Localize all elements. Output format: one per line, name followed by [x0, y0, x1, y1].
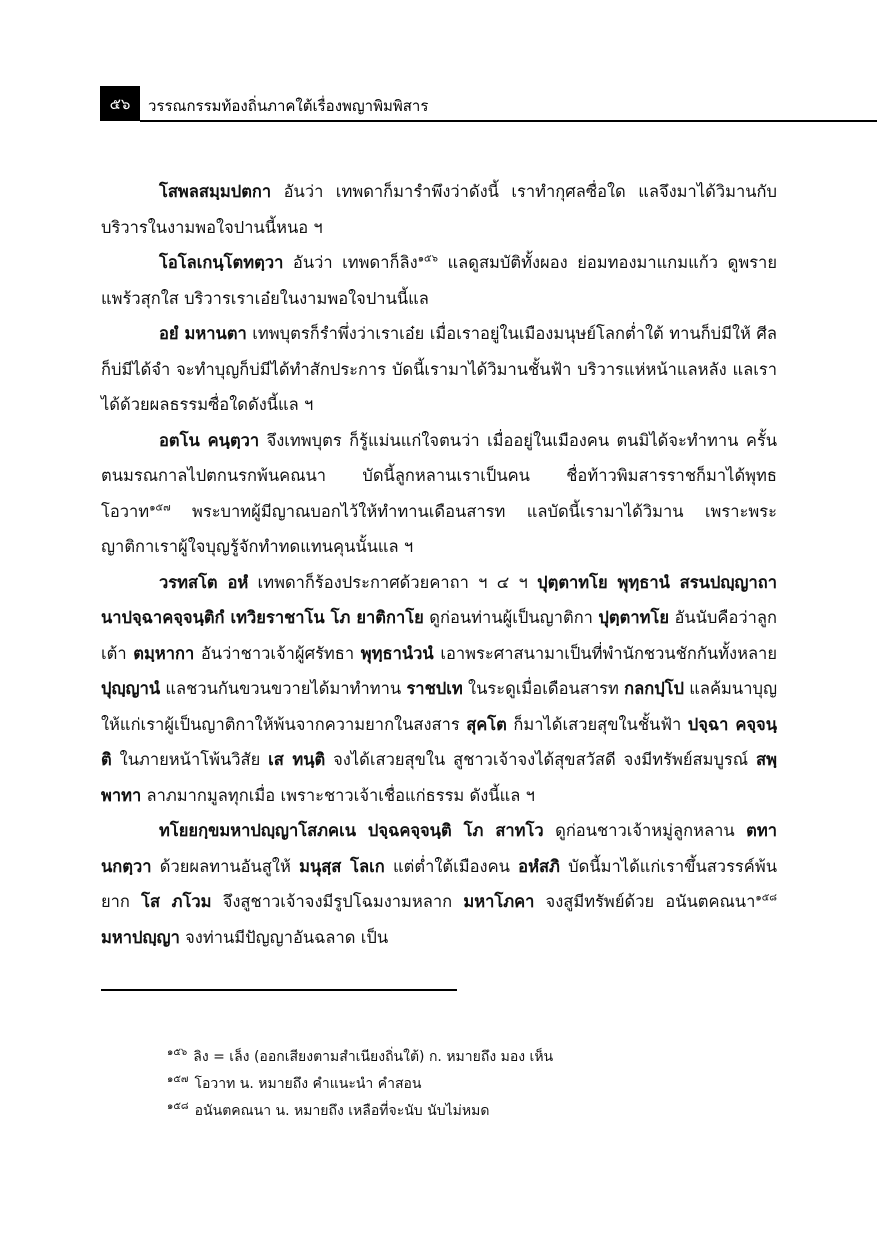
footnote-divider [101, 989, 457, 991]
text-run: จึงเทพบุตร ก็รู้แม่นแก่ใจตนว่า เมื่ออยู่ในเมืองคน ตนมิได้จะทำทาน ครั้นตนมรณกาลไปตกนรกพ้นคณนา บัดนี้ลูกหลานเราเป็นคน ชื่อท้าวพิมสารราชก็มาได้พุทธโอวาท [101, 430, 777, 521]
text-run: ด้วยผลทานอันสูให้ [151, 856, 300, 876]
text-run: เทพบุตรก็รำพึ่งว่าเราเอ๋ย เมื่อเราอยู่ในเมืองมนุษย์โลกต่ำใต้ ทานก็บ่มีให้ ศีลก็บ่มีได้จำ จะทำบุญก็บ่มีได้ทำสักประการ บัดนี้เรามาได้วิมานชั้นฟ้า บริวารแห่หน้าแลหลัง แลเราได้ด้วยผลธรรมซื่อใดดังนี้แล ฯ [101, 324, 777, 414]
text-run: เทพดาก็ร้องประกาศด้วยคาถา ฯ ๔ ฯ [248, 572, 538, 592]
running-header [100, 86, 877, 122]
text-run: บัดนี้มาได้แก่เราขึ้นสวรรค์พ้นยาก [101, 856, 777, 911]
footnote-number: ๑๕๖ [167, 1047, 188, 1059]
text-run: จงสูมีทรัพย์ด้วย อนันตคณนา [534, 892, 756, 911]
footnote-text: อนันตคณนา น. หมายถึง เหลือที่จะนับ นับไม่หมด [194, 1103, 490, 1119]
text-run: แลชวนกันขวนขวายได้มาทำทาน [160, 679, 407, 698]
pali-term: ทโยยกฺขมหาปญฺญาโสภคเน ปจฺฉคจฺจนฺติ โภ สาทโว [159, 821, 544, 840]
pali-term: อหํสภิ [518, 856, 560, 876]
pali-term: ปจฺฉา คจฺจนฺติ [101, 714, 778, 769]
text-run: ในระดูเมื่อเดือนสารท [462, 679, 625, 698]
pali-term: โสพลสมฺมปตกา [159, 182, 272, 201]
paragraph [101, 423, 777, 565]
footnote [167, 1071, 767, 1098]
paragraph [101, 565, 777, 814]
main-text [101, 174, 777, 955]
pali-term: วรทสโต อหํ [159, 572, 249, 592]
pali-term: มหาปญฺญา [101, 927, 180, 947]
text-run: จงท่านมีปัญญาอันฉลาด เป็น [179, 927, 389, 947]
pali-term: เส ทนฺติ [268, 750, 326, 769]
footnotes [167, 1044, 767, 1125]
text-run: อันว่า เทพดาก็มารำพึงว่าดังนี้ เราทำกุศลซื่อใด แลจึงมาได้วิมานกับบริวารในงามพอใจปานนี้หนอ ฯ [101, 182, 777, 237]
pali-term: อยํ มหานตา [159, 324, 247, 343]
text-run: ก็มาได้เสวยสุขในชั้นฟ้า [506, 714, 688, 734]
footnote-ref: ๑๕๘ [755, 892, 777, 904]
pali-term: ตทานกตฺวา [101, 821, 777, 876]
footnote-text: โอวาท น. หมายถึง คำแนะนำ คำสอน [194, 1076, 422, 1092]
pali-term: ปุญฺญานํ [101, 679, 161, 698]
paragraph [101, 316, 777, 423]
pali-term: โอโลเกนฺโตทตฺวา [159, 253, 284, 272]
footnote [167, 1044, 767, 1071]
text-run: ในภายหน้าโพ้นวิสัย [111, 750, 269, 769]
header-rule [140, 120, 877, 122]
pali-term: สุคโต [466, 714, 507, 734]
text-run: อันว่า เทพดาก็ลิง [283, 253, 418, 272]
page-number: ๕๖ [100, 86, 140, 121]
footnote-ref: ๑๕๗ [149, 502, 171, 513]
text-run: พระบาทผู้มีญาณบอกไว้ให้ทำทานเดือนสารท แลบัดนี้เรามาได้วิมาน เพราะพระญาติกาเราผู้ใจบุญรู้จักทำทดแทนคุนนั้นแล ฯ [101, 501, 777, 556]
text-run: ดูก่อนชาวเจ้าหมู่ลูกหลาน [543, 821, 747, 840]
text-run: เอาพระศาสนามาเป็นที่พำนักชวนชักกันทั้งหลาย [433, 643, 777, 663]
footnote-ref: ๑๕๖ [417, 253, 438, 265]
pali-term: ราชปเท [406, 679, 463, 698]
text-run: อันว่าชาวเจ้าผู้ศรัทธา [194, 643, 361, 663]
pali-term: พุทฺธานํวนํ [360, 643, 434, 663]
pali-term: โส ภโวม [141, 892, 212, 911]
paragraph [101, 813, 777, 955]
pali-term: มนุสฺส โลเก [299, 856, 385, 876]
text-run: จงได้เสวยสุขใน สูชาวเจ้าจงได้สุขสวัสดี จงมีทรัพย์สมบูรณ์ [325, 750, 757, 769]
text-run: จึงสูชาวเจ้าจงมีรูปโฉมงามหลาก [211, 892, 464, 911]
pali-term: สพฺพาทา [101, 750, 777, 805]
footnote [167, 1098, 767, 1125]
footnote-text: ลิง = เล็ง (ออกเสียงตามสำเนียงถิ่นใต้) ก. หมายถึง มอง เห็น [193, 1049, 554, 1065]
footnote-number: ๑๕๗ [167, 1074, 189, 1086]
paragraph [101, 245, 777, 316]
footnote-number: ๑๕๘ [167, 1101, 189, 1113]
text-run: แลค้มนาบุญให้แก่เราผู้เป็นญาติกาให้พ้นจากความยากในสงสาร [101, 679, 778, 734]
pali-term: ตมฺหากา [133, 643, 195, 663]
pali-term: ปุตฺตาทโย [598, 608, 669, 627]
text-run: แลดูสมบัติทั้งผอง ย่อมทองมาแกมแก้ว ดูพรายแพร้วสุกใส บริวารเราเอ๋ยในงามพอใจปานนี้แล [101, 253, 777, 308]
text-run: ดูก่อนท่านผู้เป็นญาติกา [423, 608, 599, 627]
pali-term: มหาโภคา [463, 892, 535, 911]
text-run: ลาภมากมูลทุกเมื่อ เพราะชาวเจ้าเชื่อแก่ธรรม ดังนี้แล ฯ [141, 785, 535, 805]
pali-term: อตโน คนฺตฺวา [159, 430, 260, 450]
paragraph [101, 174, 777, 245]
text-run: แต่ต่ำใต้เมืองคน [384, 856, 519, 876]
pali-term: ปุตฺตาทโย พุทฺธานํ สรนปญฺญาถานาปจฺฉาคจฺจนฺติกํ เทวิยราชาโน โภ ยาติกาโย [101, 572, 777, 627]
header-title: วรรณกรรมท้องถิ่นภาคใต้เรื่องพญาพิมพิสาร [148, 97, 429, 115]
text-run: อันนับคือว่าลูกเต้า [101, 608, 777, 663]
pali-term: กลกปฺโป [624, 679, 685, 698]
